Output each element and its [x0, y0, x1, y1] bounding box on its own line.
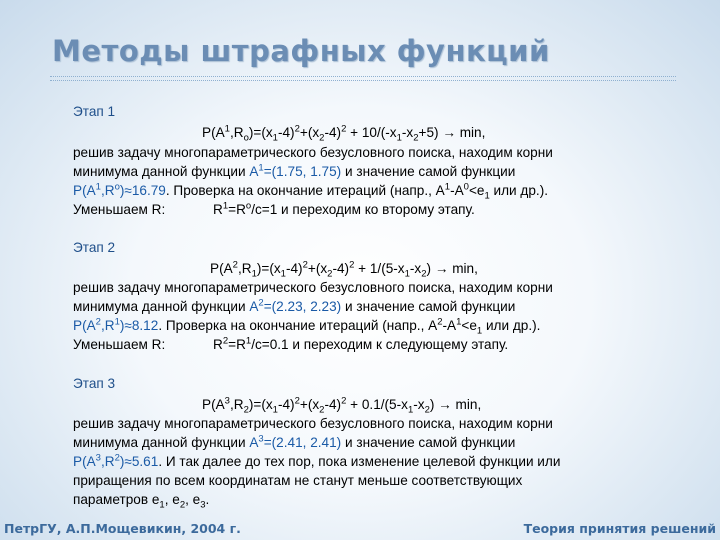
stage-2-text-line-2: минимума данной функции $A^2=(2.23$, 2.23) и значение самой функции	[73, 297, 516, 314]
footer-author: ПетрГУ, А.П.Мощевикин, 2004 г.	[4, 521, 241, 536]
slide-title: Методы штрафных функций	[52, 34, 550, 68]
stage-1-text-line-4: Уменьшаем R: $R^1=R^o/c=1$ и переходим ко второму этапу.	[73, 200, 475, 217]
stage-1-label: Этап 1	[73, 104, 116, 119]
stage-1-text-line-2: минимума данной функции $A^1=(1.75$, 1.75) и значение самой функции	[73, 162, 516, 179]
stage-3-text-line-2: минимума данной функции $A^3=(2.41$, 2.41) и значение самой функции	[73, 433, 516, 450]
stage-3-text-line-5: параметров $e_1$, $e_2$, $e_3$.	[73, 492, 210, 511]
stage-1-text-line-1: решив задачу многопараметрического безусловного поиска, находим корни	[73, 145, 553, 160]
stage-2-text-line-3: $P(A^2,R^1)\approx 8.12$. Проверка на окончание итераций (напр., $A^2-A^1<e_1$ или др.).	[73, 316, 541, 337]
footer-course: Теория принятия решений	[523, 521, 716, 536]
stage-2-text-line-1: решив задачу многопараметрического безусловного поиска, находим корни	[73, 280, 553, 295]
stage-1-formula: $P(A^1,R_o)=(x_1-4)^2+(x_2-4)^2 + 10/(-x_1-x_2+5) \to \min$,	[202, 123, 486, 144]
stage-2-text-line-4: Уменьшаем R: $R^2=R^1/c=0.1$ и переходим к следующему этапу.	[73, 335, 509, 352]
stage-1-text-line-3: $P(A^1,R^o)\approx 16.79$. Проверка на окончание итераций (напр., $A^1-A^0<e_1$ или др.).	[73, 181, 548, 202]
stage-3-label: Этап 3	[73, 376, 116, 391]
stage-2-label: Этап 2	[73, 240, 116, 255]
stage-3-text-line-3: $P(A^3,R^2)\approx 5.61$. И так далее до тех пор, пока изменение целевой функции или	[73, 452, 561, 469]
stage-2-formula: $P(A^2,R_1)=(x_1-4)^2+(x_2-4)^2 + 1/(5-x_1-x_2) \to \min$,	[210, 259, 478, 280]
stage-3-formula: $P(A^3,R_2)=(x_1-4)^2+(x_2-4)^2 + 0.1/(5-x_1-x_2) \to \min$,	[202, 395, 482, 416]
title-divider	[50, 76, 676, 81]
stage-3-text-line-1: решив задачу многопараметрического безусловного поиска, находим корни	[73, 416, 553, 431]
stage-3-text-line-4: приращения по всем координатам не станут меньше соответствующих	[73, 473, 523, 488]
